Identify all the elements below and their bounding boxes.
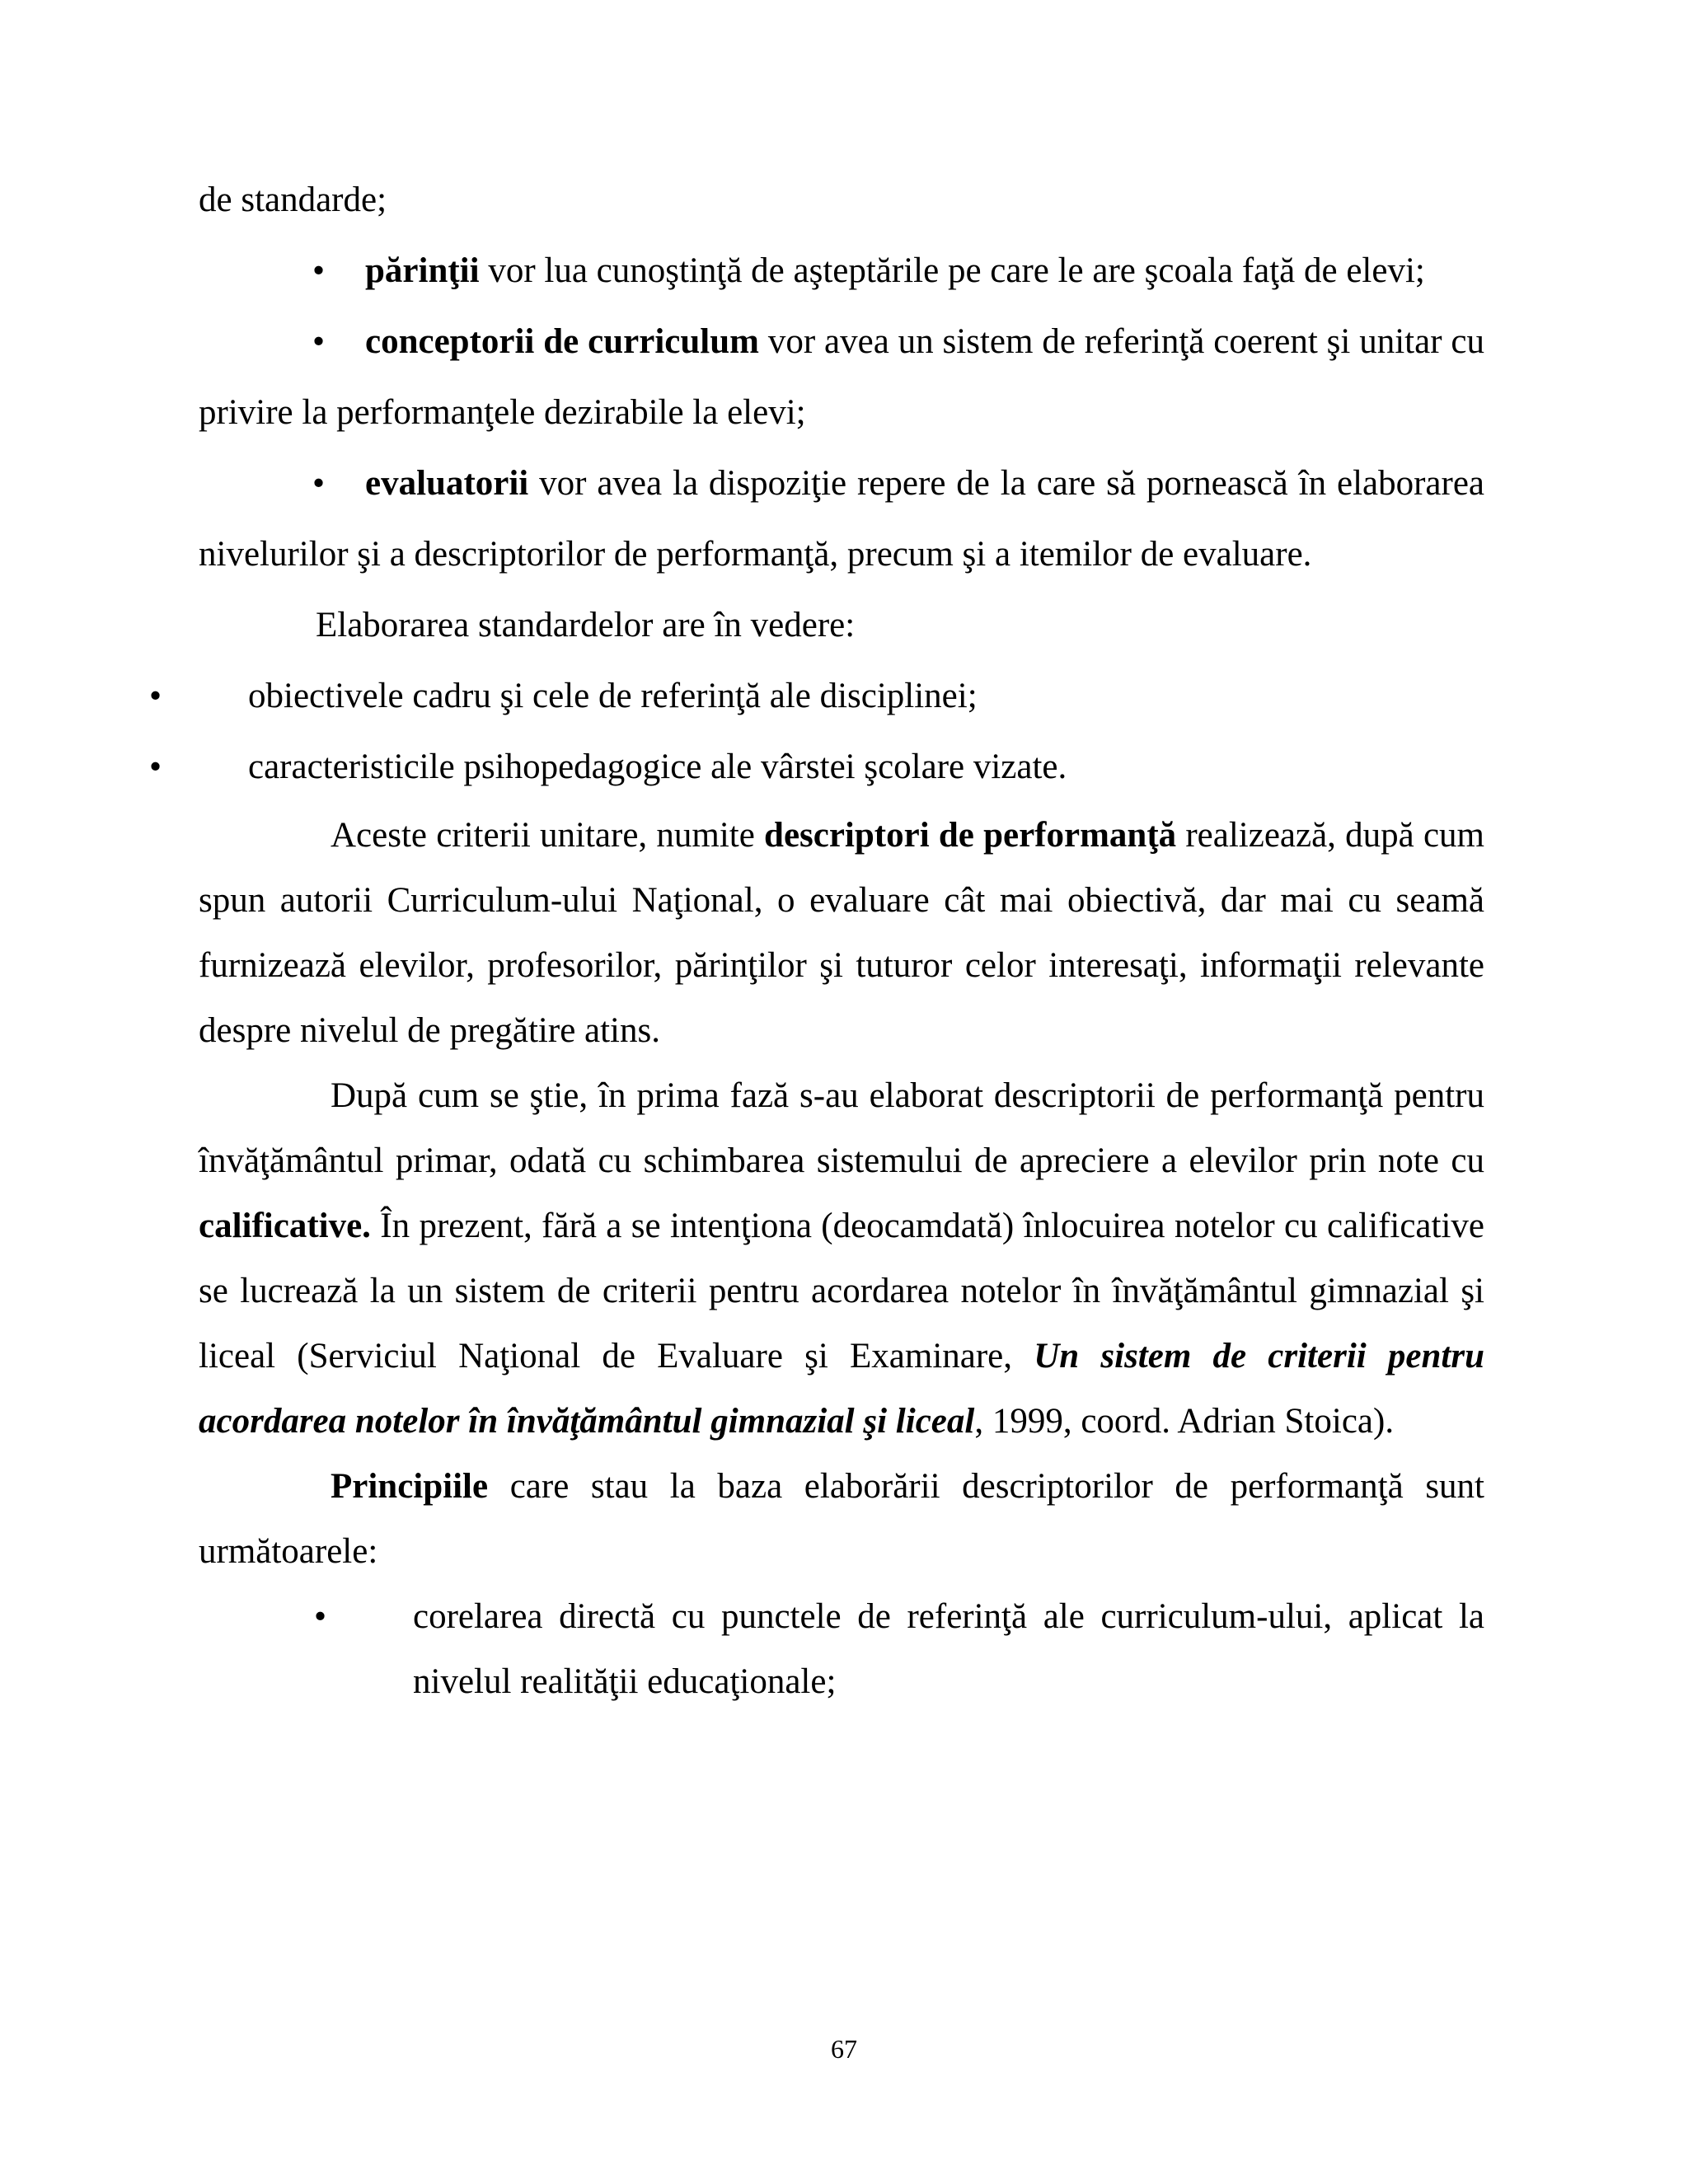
bullet-icon: • xyxy=(312,322,326,361)
bullet-icon: • xyxy=(149,748,162,786)
text-span: realizează, după cum spun autorii Curriculum-ului Naţional, o evaluare cât mai obiectivă, dar mai cu seamă furnizează elevilor, profesorilor, părinţilor şi tuturor celor interesaţi, informaţii relevante despre nivelul de pregătire atins. xyxy=(199,816,1484,1050)
term-principiile: Principiile xyxy=(331,1467,489,1506)
paragraph-principiile xyxy=(199,1454,1484,1584)
term-evaluatorii: evaluatorii xyxy=(365,464,529,503)
term-parintii: părinţii xyxy=(365,251,480,290)
text-span: corelarea directă cu punctele de referinţă ale curriculum-ului, aplicat la nivelul realităţii educaţionale; xyxy=(413,1597,1484,1701)
text-span: , 1999, coord. Adrian Stoica). xyxy=(974,1402,1395,1441)
term-conceptorii: conceptorii de curriculum xyxy=(365,322,759,361)
text-span: vor avea la dispoziţie repere de la care să pornească în elaborarea nivelurilor şi a descriptorilor de performanţă, precum şi a itemilor de evaluare. xyxy=(199,464,1484,574)
text-span: În prezent, fără a se intenţiona (deocamdată) înlocuirea notelor cu calificative se lucrează la un sistem de criterii pentru acordarea notelor în învăţământul gimnazial şi liceal (Serviciul Naţional de Evaluare şi Examinare, xyxy=(199,1207,1484,1376)
line-de-standarde xyxy=(199,165,1484,236)
page-number: 67 xyxy=(831,2034,857,2064)
bullet-icon: • xyxy=(149,677,162,715)
line-elaborarea xyxy=(199,590,1484,661)
bullet-obiectivele xyxy=(149,661,1484,732)
text-span: care stau la baza elaborării descriptorilor de performanţă sunt următoarele: xyxy=(199,1467,1484,1571)
term-descriptori: descriptori de performanţă xyxy=(764,816,1177,855)
bullet-conceptorii xyxy=(199,307,1484,448)
bullet-parintii xyxy=(199,236,1484,307)
text-span: După cum se ştie, în prima fază s-au elaborat descriptorii de performanţă pentru învăţământul primar, odată cu schimbarea sistemului de apreciere a elevilor prin note cu xyxy=(199,1076,1484,1180)
bullet-icon: • xyxy=(314,1597,327,1636)
bullet-evaluatorii xyxy=(199,448,1484,590)
text-span: vor avea un sistem de referinţă coerent şi unitar cu privire la performanţele dezirabile la elevi; xyxy=(199,322,1485,432)
paragraph-calificative xyxy=(199,1063,1484,1454)
text-span: caracteristicile psihopedagogice ale vârstei şcolare vizate. xyxy=(248,748,1067,786)
citation-title: Un sistem de criterii pentru acordarea notelor în învăţământul gimnazial şi liceal xyxy=(199,1337,1485,1441)
text-span: de standarde; xyxy=(199,180,387,219)
text-span: obiectivele cadru şi cele de referinţă ale disciplinei; xyxy=(248,677,978,715)
text-span: vor lua cunoştinţă de aşteptările pe care le are şcoala faţă de elevi; xyxy=(479,251,1425,290)
bullet-corelarea xyxy=(199,1584,1484,1714)
text-span: Aceste criterii unitare, numite xyxy=(331,816,765,855)
paragraph-descriptori xyxy=(199,803,1484,1063)
bullet-caracteristicile xyxy=(149,732,1484,803)
term-calificative: calificative. xyxy=(199,1207,371,1245)
bullet-icon: • xyxy=(312,251,326,290)
bullet-icon: • xyxy=(312,464,326,503)
body-text xyxy=(149,165,1485,1714)
text-span: Elaborarea standardelor are în vedere: xyxy=(316,606,856,644)
